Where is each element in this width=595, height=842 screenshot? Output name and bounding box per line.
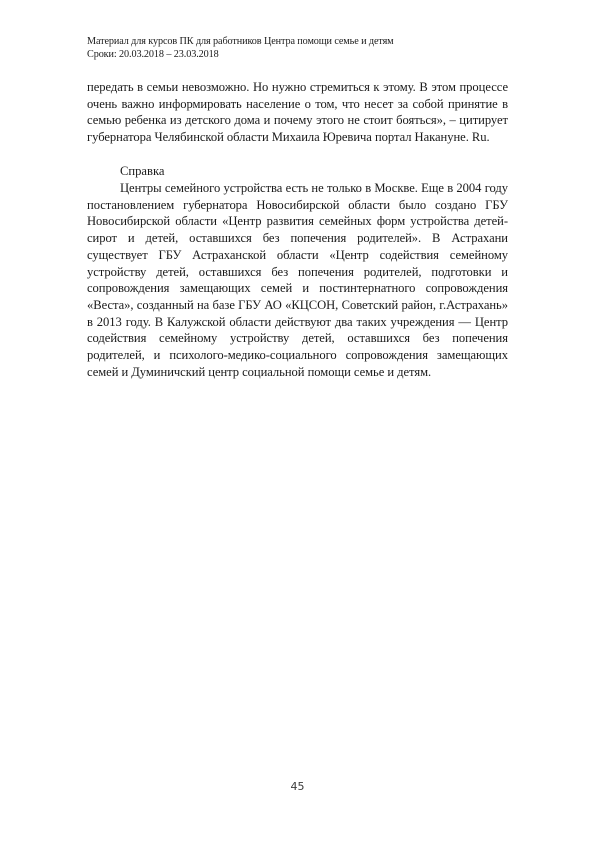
- page-number: 45: [290, 780, 305, 793]
- reference-heading: Справка: [120, 164, 165, 178]
- reference-paragraph: Центры семейного устройства есть не только в Москве. Еще в 2004 году постановлением губернатора Новосибирской области было создано ГБУ Новосибирской области «Центр развития семейных форм устройства детей-сирот и детей, оставшихся без попечения родителей». В Астрахани существует ГБУ Астраханской области «Центр содействия семейному устройству детей, оставшихся без попечения родителей, подготовки и сопровождения замещающих семей и постинтернатного сопровождения «Веста», созданный на базе ГБУ АО «КЦСОН, Советский район, г.Астрахань» в 2013 году. В Калужской области действуют два таких учреждения — Центр содействия семейному устройству детей, оставшихся без попечения родителей, и психолого-медико-социального сопровождения замещающих семей и Думиничский центр социальной помощи семье и детям.: [87, 181, 508, 379]
- page-header: [87, 35, 527, 61]
- header-dates: Сроки: 20.03.2018 – 23.03.2018: [87, 49, 219, 60]
- intro-paragraph: передать в семьи невозможно. Но нужно стремиться к этому. В этом процессе очень важно информировать население о том, что несет за собой принятие в семью ребенка из детского дома и почему этого не стоит бояться», – цитирует губернатора Челябинской области Михаила Юревича портал Накануне. Ru.: [87, 80, 508, 145]
- header-course-title: Материал для курсов ПК для работников Центра помощи семье и детям: [87, 36, 394, 47]
